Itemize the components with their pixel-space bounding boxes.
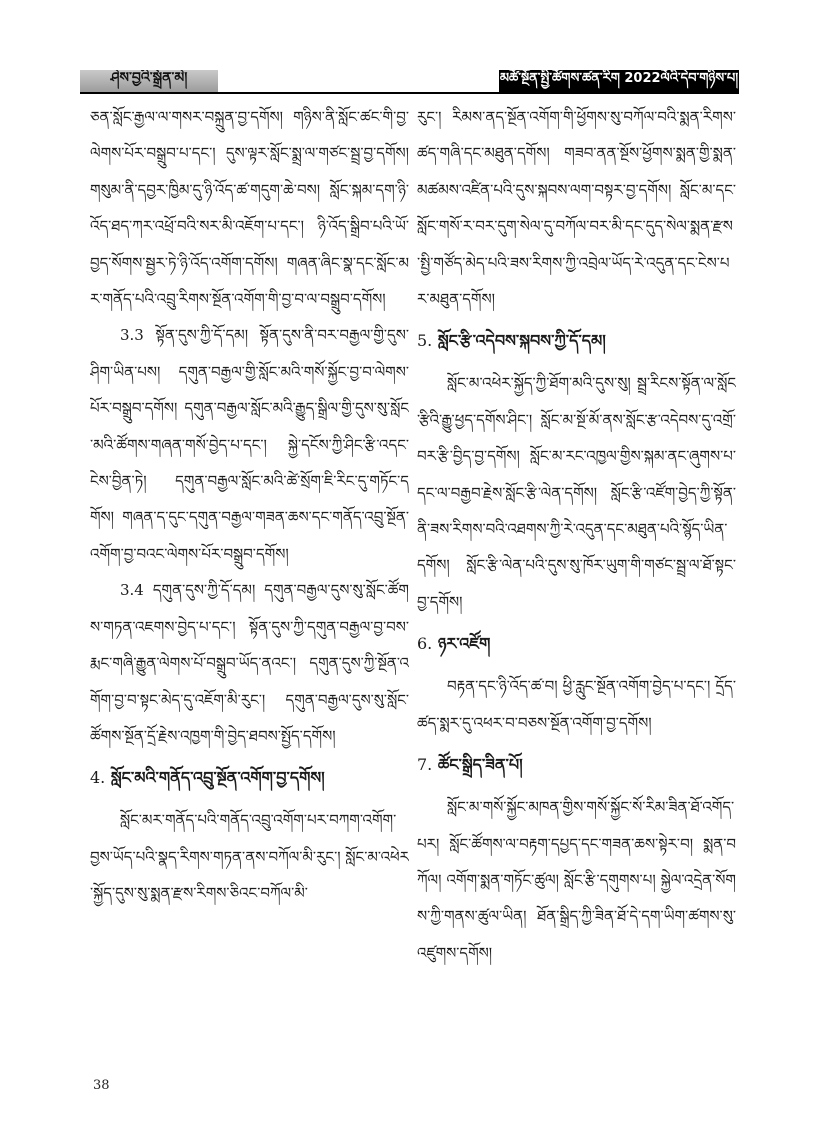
section-number: 6. bbox=[417, 634, 433, 654]
section-number: 5. bbox=[417, 331, 433, 351]
section-title: ཉར་འཛོག bbox=[437, 634, 491, 654]
section-number: 7. bbox=[417, 755, 433, 775]
section-heading bbox=[90, 758, 409, 798]
body-paragraph: ཅན་སློང་རྒྱལ་ལ་གསར་བསྐྲུན་བྱ་དགོས། གཉིས་ནི་སློང་ཚང་གི་བྱ་ལེགས་པོར་བསྒྲུབ་པ་དང་། དུས་ལྟར་སློང་སྨྲ་ལ་གཙང་སྦྲ་བྱ་དགོས། གསུམ་ནི་དབྱར་ཁྱིམ་དུ་ཉི་འོད་ཚ་གདུག་ཆེ་བས། སློང་སྐམ་དག་ཉི་འོད་ཐད་ཀར་འཕྲོ་བའི་སར་མི་འཇོག་པ་དང་། ཉི་འོད་སྒྲིབ་པའི་ཡོ་བྱད་སོགས་སྦྱར་ཏེ་ཉི་འོད་འགོག་དགོས། གཞན་ཞིང་སྣ་དང་སློང་མར་གནོད་པའི་འབྲུ་རིགས་སྔོན་འགོག་གི་བྱ་བ་ལ་བསྒྲུབ་དགོས། bbox=[90, 108, 409, 309]
body-paragraph: སློང་མ་འཕེར་སྐྱོད་ཀྱི་ཐོག་མའི་དུས་སུ། སྦྲ་རིངས་སྟོན་ལ་སློང་རྩིའི་རྒྱུ་ཕྱད་དགོས་ཤིང་། སློང་མ་སྔོ་མོ་ནས་སློང་རྩ་འདེབས་དུ་འགྲོ་བར་རྩི་བྱིད་བྱ་དགོས། སློང་མ་རང་འཁྱལ་གྱིས་སྐམ་ནང་ཞུགས་པ་དང་ལ་བརྒྱབ་རྗེས་སློང་རྩི་ལེན་དགོས། སློང་རྩི་འཛོག་བྱེད་ཀྱི་སྟོན་ནི་ཟས་རིགས་བའི་འཐགས་ཀྱི་རེ་འདུན་དང་མཐུན་པའི་སྙོད་ཡིན་དགོས། སློང་རྩི་ལེན་པའི་དུས་སུ་ཁོར་ཡུག་གི་གཙང་སྦྲ་ལ་ཐོ་སྟང་བྱ་དགོས། bbox=[417, 374, 736, 611]
running-header-right: མཚོ་སྔོན་སྤྱི་ཚོགས་ཚན་རིག 2022ལོའི་དེབ་གཉིས་པ། bbox=[499, 70, 739, 92]
section-heading bbox=[417, 321, 736, 361]
section-title: སློང་རྩི་འདེབས་སྐབས་ཀྱི་དོ་དམ། bbox=[437, 331, 606, 351]
body-paragraph: རུང་། རིམས་ནད་སྔོན་འགོག་གི་ཕྱོགས་སུ་བཀོལ་བའི་སྨན་རིགས་ཚད་གཞི་དང་མཐུན་དགོས། གཟབ་ནན་སྔོས་ཕྱོགས་སྨན་གྱི་སྨན་མཚམས་འཛིན་པའི་དུས་སྐབས་ལག་བསྟར་བྱ་དགོས། སློང་མ་དང་སློང་གསོ་ར་བར་དུག་སེལ་དུ་བཀོལ་བར་མི་དང་དུད་སེལ་སྨན་རྫས་སྤྱི་གཙོད་མེད་པའི་ཟས་རིགས་ཀྱི་འབྲེལ་ཡོད་རེ་འདུན་དང་ངེས་པར་མཐུན་དགོས། bbox=[417, 108, 736, 309]
section-number: 4. bbox=[90, 768, 106, 788]
page-number: 38 bbox=[93, 1078, 110, 1093]
section-title: ཚོང་སྒྲིད་ཟིན་པོ། bbox=[437, 755, 523, 775]
left-column bbox=[90, 99, 409, 1059]
section-heading bbox=[417, 624, 736, 664]
running-header-left: ཤེས་བྱའི་སྒྲོན་མེ། bbox=[80, 70, 218, 92]
section-heading bbox=[417, 745, 736, 785]
header-rule bbox=[80, 92, 739, 94]
body-paragraph: 3.4 དགུན་དུས་ཀྱི་དོ་དམ། དགུན་བརྒྱལ་དུས་སུ་སློང་ཚོགས་གཏན་འཇགས་བྱེད་པ་དང་། སྟོན་དུས་ཀྱི་དགུན་བརྒྱལ་བྱ་བས་རྨང་གཞི་རྒྱུན་ལེགས་པོ་བསྒྲུབ་ཡོད་ནའང་། དགུན་དུས་ཀྱི་སྔོན་འགོག་བྱ་བ་སྟང་མེད་དུ་འཇོག་མི་རུང་། དགུན་བརྒྱལ་དུས་སུ་སློང་ཚོགས་སྔོན་དྲོ་རྗེས་འཁྱག་གི་བྱེད་ཐབས་སྤྱོད་དགོས། bbox=[90, 581, 409, 745]
right-column bbox=[417, 99, 736, 1059]
body-paragraph: སློང་མ་གསོ་སྐྱོང་མཁན་གྱིས་གསོ་སྐྱོང་སོ་རིམ་ཟིན་ཐོ་འགོད་པར། སློང་ཚོགས་ལ་བརྟག་དཔྱད་དང་གཟན་ཆས་སྟེར་བ། སྨན་བཀོལ། འགོག་སྨན་གཏོང་ཚུལ། སློང་རྩི་དགུགས་པ། སྐྱེལ་འདྲེན་སོགས་ཀྱི་གནས་ཚུལ་ཡིན། ཐོན་སྒྲིད་ཀྱི་ཟིན་ཐོ་དེ་དག་ཡིག་ཚགས་སུ་འཛུགས་དགོས། bbox=[417, 798, 736, 962]
body-paragraph: སློང་མར་གནོད་པའི་གནོད་འབྲུ་འགོག་པར་བཀག་འགོག་བྱས་ཡོད་པའི་སྣད་རིགས་གཏན་ནས་བཀོལ་མི་རུང་། སློང་མ་འཕེར་སྐྱོད་དུས་སུ་སྨན་རྫས་རིགས་ཅིའང་བཀོལ་མི་ bbox=[90, 811, 409, 903]
body-paragraph: 3.3 སྟོན་དུས་ཀྱི་དོ་དམ། སྟོན་དུས་ནི་བར་བརྒྱལ་གྱི་དུས་ཤིག་ཡིན་པས། དགུན་བརྒྱལ་གྱི་སློང་མའི་གསོ་སྐྱོང་བྱ་བ་ལེགས་པོར་བསྒྲུབ་དགོས། དགུན་བརྒྱལ་སློང་མའི་རྒྱུད་སྒྲིལ་གྱི་དུས་སུ་སློང་མའི་ཚོགས་གཞན་གསོ་བྱེད་པ་དང་། སྐྱེ་དངོས་ཀྱི་ཤིང་རྩི་འདང་ངེས་བྱིན་ཏེ། དགུན་བརྒྱལ་སློང་མའི་ཚེ་སྲོག་ཇི་རིང་དུ་གཏོང་དགོས། གཞན་ད་དུང་དགུན་བརྒྱལ་གཟན་ཆས་དང་གནོད་འབྲུ་སྔོན་འགོག་བྱ་བའང་ལེགས་པོར་བསྒྲུབ་དགོས། bbox=[90, 326, 409, 563]
body-paragraph: བརྟན་དང་ཉི་འོད་ཚ་བ། ཕྱི་རླུང་སྔོན་འགོག་བྱེད་པ་དང་། དྲོད་ཚད་སྨར་དུ་འཕར་བ་བཅས་སྔོན་འགོག་བྱ་དགོས། bbox=[417, 677, 736, 732]
section-title: སློང་མའི་གནོད་འབྲུ་སྔོན་འགོག་བྱ་དགོས། bbox=[110, 768, 325, 788]
